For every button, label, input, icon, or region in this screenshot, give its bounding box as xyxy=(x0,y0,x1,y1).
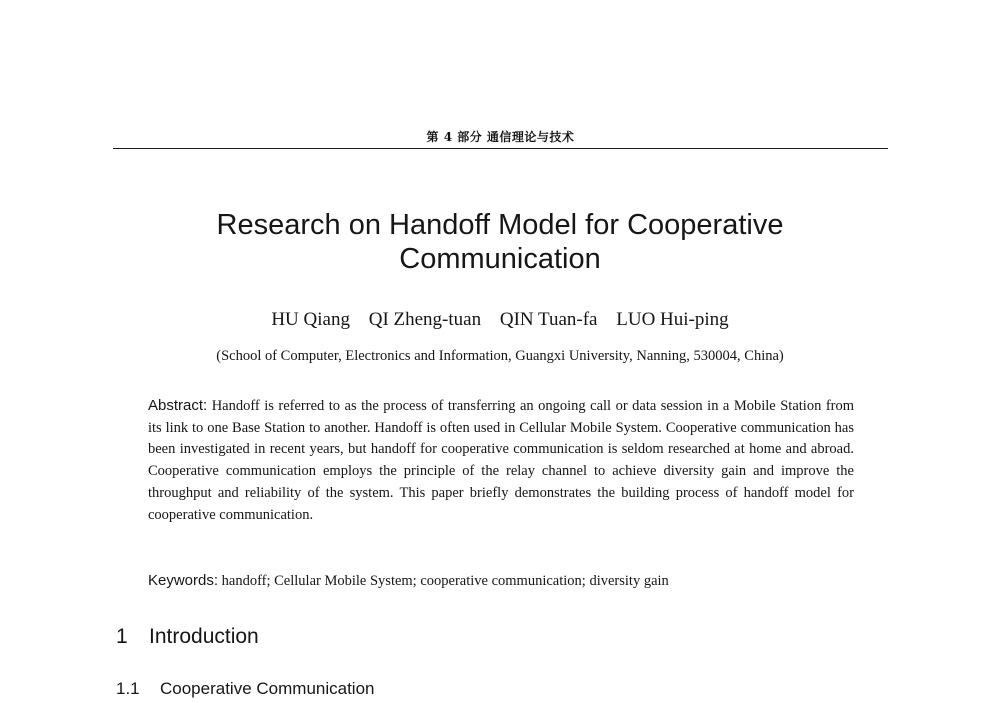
section-title: Introduction xyxy=(149,625,259,648)
abstract-label: Abstract: xyxy=(148,397,208,414)
abstract xyxy=(148,395,854,526)
section-number: 1 xyxy=(116,625,128,648)
affiliation: (School of Computer, Electronics and Information, Guangxi University, Nanning, 530004, China) xyxy=(216,348,784,364)
author-name: QIN Tuan-fa xyxy=(499,309,598,330)
keywords-text: handoff; Cellular Mobile System; cooperative communication; diversity gain xyxy=(221,573,669,589)
abstract-text: Handoff is referred to as the process of transferring an ongoing call or data session in a Mobile Station from its link to one Base Station to another. Handoff is often used in Cellular Mobile System. Cooperative communication has been investigated in recent years, but handoff for cooperative communication is seldom researched at home and abroad. Cooperative communication employs the principle of the relay channel to achieve diversity gain and improve the throughput and reliability of the system. This paper briefly demonstrates the building process of handoff model for cooperative communication. xyxy=(148,398,854,523)
keywords-label: Keywords: xyxy=(148,572,219,589)
paper-title: Research on Handoff Model for Cooperative Communication xyxy=(216,209,784,275)
author-name: HU Qiang xyxy=(271,309,350,330)
keywords xyxy=(148,570,854,592)
running-header xyxy=(113,128,888,149)
author-name: QI Zheng-tuan xyxy=(368,309,482,330)
running-header-text: 第 4 部分 通信理论与技术 xyxy=(426,130,575,144)
author-name: LUO Hui-ping xyxy=(616,309,729,330)
subsection-number: 1.1 xyxy=(116,679,140,698)
subsection-heading xyxy=(116,678,375,700)
subsection-title: Cooperative Communication xyxy=(160,679,375,698)
section-heading xyxy=(116,624,259,650)
author-list xyxy=(150,308,850,332)
